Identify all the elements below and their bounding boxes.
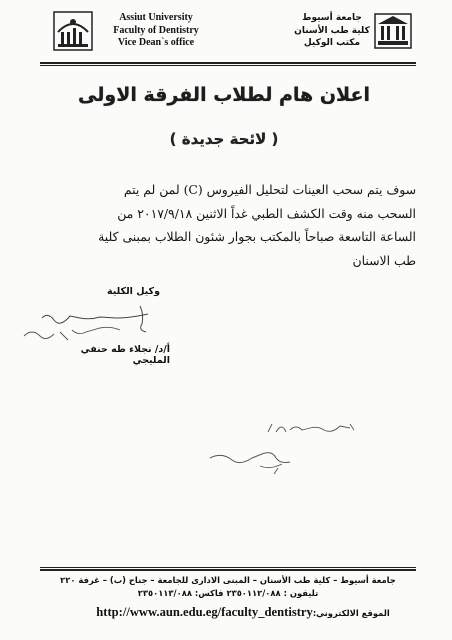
header-office-name-ar: مكتب الوكيل [303,38,361,48]
footer-rule-thin [40,567,416,568]
body-line: سوف يتم سحب العينات لتحليل الفيروس (C) لمن لم يتم [123,182,416,197]
header-english [96,12,216,50]
footer-website [70,601,416,620]
body-line: طب الاسنان [352,252,416,268]
header-faculty-name: Faculty of Dentistry [113,24,199,36]
header-rule-thin [40,65,416,66]
footer-address: جامعة أسيوط – كلية طب الأسنان – المبنى الادارى للجامعة – جناح (ب) – غرفة ٢٢٠ [60,575,396,585]
university-emblem-icon [52,10,94,52]
signatory-name: أ/د/ نجلاء طه حنفي المليجي [80,344,170,366]
footer-website-url[interactable]: http://www.aun.edu.eg/faculty_dentistry [96,605,313,619]
faculty-emblem-icon [372,10,414,52]
signatory-role: وكيل الكلية [107,286,160,297]
body-line: السحب منه وقت الكشف الطبي غداً الاثنين ٢٠١٧/٩/١٨ من [117,205,416,221]
announcement-subtitle: ( لائحة جديدة ) [169,130,279,148]
footer-website-label: الموقع الالكتروني: [312,608,390,618]
header-university-name-ar: جامعة أسيوط [302,13,362,23]
header-university-name: Assiut University [119,12,193,23]
footer-phone: تليفون : ٢٣٥٠١١٢/٠٨٨ فاكس: ٢٣٥٠١١٣/٠٨٨ [137,588,319,598]
header-arabic [292,12,372,50]
header-rule [40,62,416,64]
announcement-title: اعلان هام لطلاب الفرقة الاولى [78,84,370,106]
header-office-name: Vice Dean`s office [117,37,195,48]
body-line: الساعة التاسعة صباحاً بالمكتب بجوار شئون الطلاب بمبنى كلية [98,229,416,244]
header-faculty-name-ar: كلية طب الأسنان [294,25,370,36]
footer-rule [40,569,416,571]
announcement-body [40,178,416,272]
handwritten-note [200,418,370,480]
